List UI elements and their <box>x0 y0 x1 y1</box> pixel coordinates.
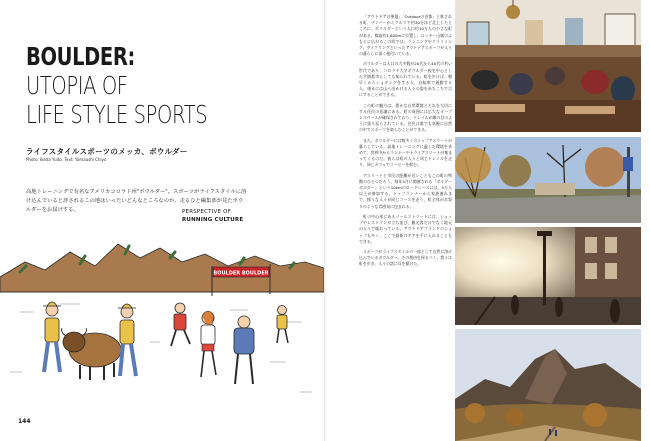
runner-blue <box>234 316 254 384</box>
photo-pearl-street <box>455 227 641 325</box>
gutter-shadow <box>324 0 327 441</box>
body-paragraph: また、ボウルダーには数多くのトップアスリートが暮らしている。高地トレーニングに適した環境を求めて、世界中からランナーやトライアスリートが集まってくるのだ。彼らは町の人々と同じトレイルを走り、同じカフェでコーヒーを飲む。 <box>359 137 452 168</box>
cowboy-runner-right <box>118 304 136 376</box>
body-paragraph: 町の中心部にあるパールストリートには、ショップやレストランが立ち並び、観光客だけでなく地元の人々で賑わっている。アウトドアブランドのショップも多く、ここで最新のギアを手に入れることもできる。 <box>359 213 452 244</box>
article-body <box>359 14 452 426</box>
body-paragraph: 「アウトドアの聖地」「Outdoorの首都」と称される町、デンバーからクルマで約30分ほど北上したところに、ボウルダーという人口約10万人の小さな町がある。標高約1,600mに位置し、ロッキー山脈のふもとに広がるこの町では、ランニングやクライミング、サイクリングといったアウトドアスポーツが人々の暮らしに深く根付いている。 <box>359 14 452 57</box>
body-paragraph: スポーツがライフスタイルの一部として自然に溶け込んでいるボウルダー。その理由を探るべく、我々は町を歩き、人々の話に耳を傾けた。 <box>359 248 452 267</box>
photo-cafe-interior <box>455 0 641 132</box>
running-illustration <box>0 232 324 432</box>
page-number: 144 <box>18 418 31 425</box>
title-line-3: LIFE STYLE SPORTS <box>26 100 208 129</box>
illustration-mountains <box>0 244 324 292</box>
body-paragraph: この町の魅力は、豊かな自然環境とそれを大切にする住民の意識にある。町の周囲には広大なオープンスペースが確保されており、トレイルが網の目のように張り巡らされている。住民は誰でも気軽に自然の中でスポーツを楽しむことができる。 <box>359 102 452 133</box>
title-line-2: UTOPIA OF <box>26 71 128 100</box>
runner-woman <box>201 311 216 377</box>
article-title <box>26 44 258 127</box>
article-subtitle: ライフスタイルスポーツのメッカ、ボウルダー <box>26 147 188 156</box>
photo-autumn-street <box>455 137 641 223</box>
perspective-line-2: RUNNING CULTURE <box>182 217 244 223</box>
perspective-line-1: PERSPECTIVE OF <box>182 209 231 215</box>
title-line-1: BOULDER: <box>26 42 135 71</box>
body-paragraph: ボウルダーは人口の大多数が20代から40代の若い世代であり、コロラド大学ボウルダー校を中心とした学園都市としても知られている。町を歩けば、朝早くからジョギングをする人、自転車で通勤する人、週末には山へ出かける人々の姿をあちこちで目にすることができる。 <box>359 61 452 98</box>
cowboy-runner-left <box>43 302 61 372</box>
runner-far-right <box>277 306 288 344</box>
runner-red <box>171 303 190 346</box>
body-paragraph: アスリートと市民の距離が近いこともこの町の特徴のひとつだろう。毎年5月に開催される「ボルダーボルダー」という10kmのロードレースには、5万人以上が参加する。トップランナーから家族連れまで、様々な人々が同じコースを走り、町全体がお祭りのような雰囲気に包まれる。 <box>359 172 452 209</box>
photo-text-credit: Photo: Ikeda Yuito, Text: Yamaashi Chiyo <box>26 157 107 162</box>
lead-paragraph: 高地トレーニングで有名なアメリカコロラド州"ボウルダー"。スポーツがライフスタイルに溶け込んでいると評されるこの地はいったいどんなところなのか。走るひと編集部が見たボウルダーをお届けする。 <box>26 189 247 213</box>
banner-text: BOULDER BOULDER <box>213 270 269 277</box>
photo-flatirons-mountain <box>455 329 641 441</box>
buffalo-figure <box>62 328 122 380</box>
